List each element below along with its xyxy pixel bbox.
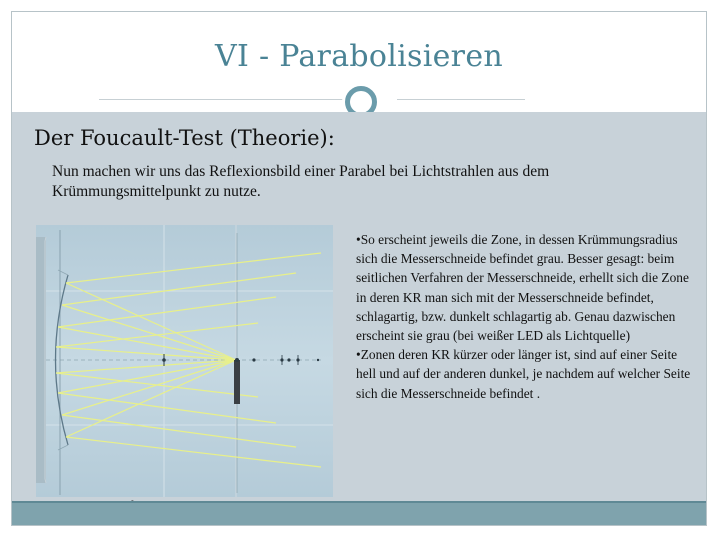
bullet-zone-bright-dark: •Zonen deren KR kürzer oder länger ist, sind auf einer Seite hell und auf der anderen dunkel, je nachdem auf welcher Seite sich die Messerschneide befindet . [356, 347, 691, 401]
foucault-diagram [36, 225, 333, 497]
explanation-text [356, 230, 696, 403]
axis-point [252, 358, 255, 361]
title-divider-right [397, 99, 525, 100]
light-source-point [235, 358, 239, 362]
intro-text: Nun machen wir uns das Reflexionsbild einer Parabel bei Lichtstrahlen aus dem Krümmungsmittelpunkt zu nutze. [52, 163, 550, 200]
axis-point [287, 358, 290, 361]
slide [11, 11, 707, 526]
axis-point [317, 359, 319, 361]
title-divider-left [99, 99, 345, 100]
ray-diagram-svg [36, 225, 333, 497]
footer-band [12, 501, 706, 525]
knife-edge [234, 360, 240, 404]
bullet-zone-grey: •So erscheint jeweils die Zone, in dessen Krümmungsradius sich die Messerschneide befindet grau. Besser gesagt: beim seitlichen Verfahren der Messerschneide, erhellt sich die Zone in deren KR man sich mit der Messerschneide befindet, schlagartig, bzw. dunkelt schlagartig ab. Genau dazwischen erscheint sie grau (bei weißer LED als Lichtquelle) [356, 232, 689, 344]
axis-point [162, 358, 166, 362]
content-area [12, 112, 706, 502]
section-heading: Der Foucault-Test (Theorie): [34, 126, 335, 150]
slide-title: VI - Parabolisieren [215, 39, 503, 74]
